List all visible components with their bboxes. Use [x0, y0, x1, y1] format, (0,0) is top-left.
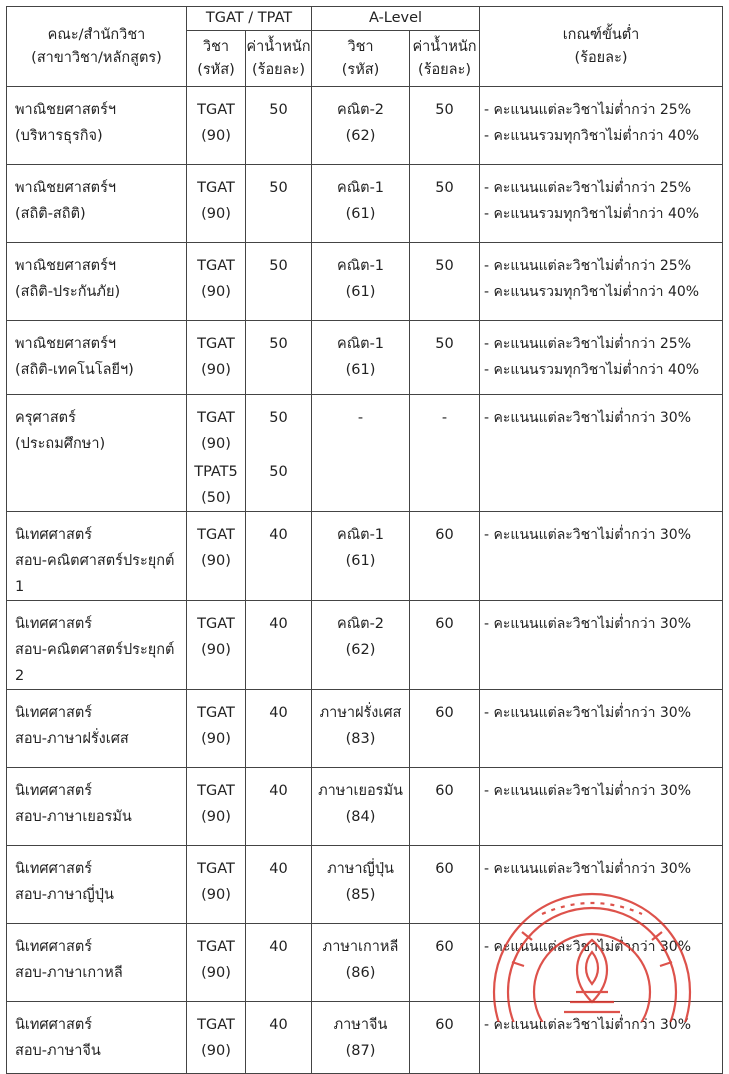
criteria-cell [480, 87, 723, 165]
criteria-cell-text: - คะแนนแต่ละวิชาไม่ต่ำกว่า 25% [484, 180, 692, 196]
tgat-weight-cell [246, 395, 312, 512]
alevel-weight-cell-text: 60 [435, 1017, 454, 1033]
tgat-subject-cell-text: (90) [201, 284, 231, 300]
criteria-cell [480, 395, 723, 512]
alevel-subject-cell-text: (61) [345, 284, 376, 300]
criteria-cell-text: - คะแนนแต่ละวิชาไม่ต่ำกว่า 30% [484, 783, 692, 799]
faculty-cell [7, 243, 187, 321]
alevel-subject-cell [312, 512, 410, 601]
tgat-weight-cell [246, 924, 312, 1002]
alevel-subject-cell [312, 768, 410, 846]
criteria-cell-text: - คะแนนแต่ละวิชาไม่ต่ำกว่า 30% [484, 410, 692, 426]
tgat-weight-header: ค่าน้ำหนัก (ร้อยละ) [246, 31, 312, 87]
alevel-weight-cell [410, 243, 480, 321]
criteria-cell-text: - คะแนนแต่ละวิชาไม่ต่ำกว่า 30% [484, 705, 692, 721]
alevel-subject-cell-text: ภาษาเกาหลี [322, 939, 399, 955]
tgat-subject-cell [187, 243, 246, 321]
alevel-header: A-Level [312, 7, 480, 31]
tgat-subject-cell-text: (90) [201, 1043, 231, 1059]
tgat-subject-cell [187, 87, 246, 165]
tgat-weight-cell-text: 40 [269, 705, 288, 721]
alevel-subject-cell [312, 690, 410, 768]
alevel-subject-cell-text: คณิต-1 [337, 180, 385, 196]
criteria-cell-text: - คะแนนแต่ละวิชาไม่ต่ำกว่า 30% [484, 939, 692, 955]
tgat-subject-cell-text: TGAT [197, 336, 235, 352]
tgat-subject-cell-text: TGAT [197, 258, 235, 274]
alevel-weight-cell-text: 60 [435, 861, 454, 877]
alevel-weight-cell [410, 768, 480, 846]
faculty-header: คณะ/สำนักวิชา (สาขาวิชา/หลักสูตร) [7, 7, 187, 87]
criteria-cell-text: - คะแนนแต่ละวิชาไม่ต่ำกว่า 30% [484, 1017, 692, 1033]
tgat-subject-cell-text: TGAT [197, 705, 235, 721]
criteria-cell [480, 690, 723, 768]
criteria-cell [480, 924, 723, 1002]
tgat-weight-cell [246, 321, 312, 395]
tgat-weight-cell-text: 40 [269, 616, 288, 632]
faculty-cell-text: สอบ-ภาษาญี่ปุ่น [15, 887, 114, 903]
tgat-subject-cell-text: (90) [201, 809, 231, 825]
faculty-cell [7, 690, 187, 768]
alevel-weight-cell [410, 924, 480, 1002]
faculty-cell-text: พาณิชยศาสตร์ฯ [15, 102, 117, 118]
faculty-cell-text: นิเทศศาสตร์ [15, 705, 93, 721]
tgat-weight-cell [246, 1002, 312, 1074]
alevel-weight-cell [410, 846, 480, 924]
alevel-subject-cell [312, 395, 410, 512]
table-row [7, 768, 723, 846]
alevel-weight-cell [410, 601, 480, 690]
criteria-cell [480, 243, 723, 321]
alevel-weight-cell-text: 60 [435, 705, 454, 721]
criteria-cell-text: - คะแนนรวมทุกวิชาไม่ต่ำกว่า 40% [484, 362, 700, 378]
criteria-cell [480, 846, 723, 924]
tgat-subject-cell-text: (90) [201, 128, 231, 144]
table-row [7, 395, 723, 512]
alevel-subject-cell-text: (62) [345, 642, 376, 658]
tgat-subject-cell [187, 924, 246, 1002]
alevel-subject-cell [312, 243, 410, 321]
tgat-weight-cell [246, 165, 312, 243]
alevel-subject-cell-text: (87) [345, 1043, 376, 1059]
tgat-subject-cell-text: TGAT [197, 1017, 235, 1033]
faculty-cell-text: พาณิชยศาสตร์ฯ [15, 258, 117, 274]
faculty-cell [7, 512, 187, 601]
tgat-weight-cell [246, 846, 312, 924]
faculty-cell [7, 87, 187, 165]
tgat-subject-cell-text: TGAT [197, 939, 235, 955]
faculty-cell-text: (สถิติ-เทคโนโลยีฯ) [15, 362, 134, 378]
faculty-cell-text: (สถิติ-สถิติ) [15, 206, 86, 222]
alevel-weight-cell-text: 50 [435, 102, 454, 118]
tgat-subject-cell-text: TGAT [197, 180, 235, 196]
alevel-subject-cell-text: (84) [345, 809, 376, 825]
tgat-weight-cell-text: 50 [269, 102, 288, 118]
criteria-cell-text: - คะแนนรวมทุกวิชาไม่ต่ำกว่า 40% [484, 284, 700, 300]
tgat-weight-cell [246, 690, 312, 768]
tgat-subject-cell [187, 768, 246, 846]
faculty-cell-text: (บริหารธุรกิจ) [15, 128, 103, 144]
alevel-subject-header: วิชา (รหัส) [312, 31, 410, 87]
alevel-weight-header: ค่าน้ำหนัก (ร้อยละ) [410, 31, 480, 87]
faculty-cell [7, 924, 187, 1002]
tgat-weight-cell-text: 50 [269, 336, 288, 352]
alevel-weight-cell-text: 60 [435, 527, 454, 543]
tgat-subject-cell-text: TGAT [197, 527, 235, 543]
faculty-cell [7, 165, 187, 243]
faculty-cell-text: นิเทศศาสตร์ [15, 939, 93, 955]
tgat-weight-cell-text: 40 [269, 861, 288, 877]
criteria-cell-text: - คะแนนแต่ละวิชาไม่ต่ำกว่า 30% [484, 616, 692, 632]
faculty-cell-text: (สถิติ-ประกันภัย) [15, 284, 121, 300]
faculty-cell-text: พาณิชยศาสตร์ฯ [15, 180, 117, 196]
tgat-subject-cell-text: (90) [201, 731, 231, 747]
table-row [7, 512, 723, 601]
alevel-weight-cell-text: 60 [435, 616, 454, 632]
faculty-cell [7, 846, 187, 924]
tgat-weight-cell-text: 50 [269, 464, 288, 480]
tgat-subject-cell [187, 512, 246, 601]
tgat-weight-cell-text: 50 [269, 258, 288, 274]
alevel-weight-cell-text: 60 [435, 783, 454, 799]
alevel-weight-cell [410, 690, 480, 768]
alevel-subject-cell [312, 924, 410, 1002]
tgat-subject-cell-text: TGAT [197, 861, 235, 877]
tgat-weight-cell-text: 50 [269, 410, 288, 426]
alevel-subject-cell-text: คณิต-1 [337, 527, 385, 543]
faculty-cell-text: นิเทศศาสตร์ [15, 527, 93, 543]
tgat-subject-cell-text: TPAT5 [194, 464, 238, 480]
faculty-cell-text: สอบ-คณิตศาสตร์ประยุกต์ 1 [15, 553, 175, 595]
tgat-subject-cell-text: (90) [201, 436, 231, 452]
alevel-weight-cell-text: 50 [435, 336, 454, 352]
alevel-weight-cell [410, 87, 480, 165]
tgat-subject-cell-text: (90) [201, 642, 231, 658]
tgat-weight-cell [246, 768, 312, 846]
criteria-header: เกณฑ์ขั้นต่ำ (ร้อยละ) [480, 7, 723, 87]
table-row [7, 924, 723, 1002]
tgat-weight-cell-text: 40 [269, 783, 288, 799]
tgat-subject-cell [187, 601, 246, 690]
tgat-weight-cell-text: 50 [269, 180, 288, 196]
criteria-cell [480, 1002, 723, 1074]
criteria-cell [480, 601, 723, 690]
faculty-cell [7, 321, 187, 395]
alevel-weight-cell [410, 1002, 480, 1074]
criteria-cell-text: - คะแนนแต่ละวิชาไม่ต่ำกว่า 30% [484, 527, 692, 543]
alevel-subject-cell-text: (85) [345, 887, 376, 903]
alevel-subject-cell-text: - [357, 410, 364, 426]
tgat-subject-cell [187, 395, 246, 512]
faculty-cell-text: สอบ-คณิตศาสตร์ประยุกต์ 2 [15, 642, 175, 684]
faculty-cell-text: ครุศาสตร์ [15, 410, 76, 426]
tgat-weight-cell [246, 243, 312, 321]
table-row [7, 87, 723, 165]
alevel-subject-cell [312, 846, 410, 924]
alevel-weight-cell [410, 512, 480, 601]
tgat-weight-cell [246, 512, 312, 601]
alevel-weight-cell-text: 50 [435, 180, 454, 196]
alevel-subject-cell-text: (61) [345, 553, 376, 569]
alevel-subject-cell [312, 601, 410, 690]
alevel-weight-cell [410, 321, 480, 395]
table-row [7, 243, 723, 321]
faculty-cell [7, 1002, 187, 1074]
faculty-cell-text: นิเทศศาสตร์ [15, 783, 93, 799]
tgat-subject-cell-text: TGAT [197, 102, 235, 118]
alevel-weight-cell-text: 50 [435, 258, 454, 274]
faculty-cell-text: นิเทศศาสตร์ [15, 616, 93, 632]
tgat-subject-header: วิชา (รหัส) [187, 31, 246, 87]
alevel-subject-cell-text: (62) [345, 128, 376, 144]
criteria-cell-text: - คะแนนรวมทุกวิชาไม่ต่ำกว่า 40% [484, 206, 700, 222]
tgat-subject-cell-text: (90) [201, 206, 231, 222]
faculty-cell-text: นิเทศศาสตร์ [15, 861, 93, 877]
alevel-subject-cell-text: ภาษาจีน [333, 1017, 388, 1033]
alevel-subject-cell-text: คณิต-1 [337, 258, 385, 274]
tgat-weight-cell-text: 40 [269, 939, 288, 955]
alevel-subject-cell-text: (83) [345, 731, 376, 747]
table-row [7, 601, 723, 690]
tgat-weight-cell-text: 40 [269, 527, 288, 543]
faculty-cell-text: สอบ-ภาษาเยอรมัน [15, 809, 132, 825]
alevel-subject-cell-text: ภาษาฝรั่งเศส [319, 705, 402, 721]
faculty-cell [7, 768, 187, 846]
criteria-cell-text: - คะแนนแต่ละวิชาไม่ต่ำกว่า 25% [484, 336, 692, 352]
table-row [7, 690, 723, 768]
criteria-cell [480, 165, 723, 243]
alevel-subject-cell-text: (61) [345, 362, 376, 378]
faculty-cell-text: (ประถมศึกษา) [15, 436, 106, 452]
faculty-cell-text: พาณิชยศาสตร์ฯ [15, 336, 117, 352]
alevel-subject-cell [312, 87, 410, 165]
tgat-subject-cell-text: (90) [201, 887, 231, 903]
faculty-cell-text: สอบ-ภาษาจีน [15, 1043, 101, 1059]
criteria-cell-text: - คะแนนรวมทุกวิชาไม่ต่ำกว่า 40% [484, 128, 700, 144]
alevel-subject-cell [312, 1002, 410, 1074]
tgat-subject-cell-text: TGAT [197, 783, 235, 799]
criteria-cell-text: - คะแนนแต่ละวิชาไม่ต่ำกว่า 25% [484, 102, 692, 118]
tgat-weight-cell [246, 601, 312, 690]
alevel-subject-cell-text: คณิต-2 [337, 102, 385, 118]
alevel-weight-cell [410, 395, 480, 512]
faculty-cell [7, 601, 187, 690]
criteria-cell [480, 768, 723, 846]
tgat-subject-cell-text: (50) [201, 490, 231, 506]
alevel-subject-cell-text: ภาษาเยอรมัน [318, 783, 403, 799]
alevel-subject-cell-text: (61) [345, 206, 376, 222]
tgat-subject-cell-text: (90) [201, 362, 231, 378]
faculty-cell-text: สอบ-ภาษาเกาหลี [15, 965, 123, 981]
criteria-cell [480, 512, 723, 601]
alevel-weight-cell [410, 165, 480, 243]
criteria-cell-text: - คะแนนแต่ละวิชาไม่ต่ำกว่า 30% [484, 861, 692, 877]
tgat-subject-cell-text: (90) [201, 965, 231, 981]
table-row [7, 846, 723, 924]
table-row [7, 321, 723, 395]
tgat-subject-cell-text: (90) [201, 553, 231, 569]
alevel-subject-cell [312, 321, 410, 395]
tgat-weight-cell [246, 87, 312, 165]
table-row [7, 165, 723, 243]
tgat-subject-cell-text: TGAT [197, 410, 235, 426]
alevel-subject-cell-text: คณิต-2 [337, 616, 385, 632]
alevel-subject-cell-text: คณิต-1 [337, 336, 385, 352]
criteria-cell [480, 321, 723, 395]
table-row [7, 1002, 723, 1074]
tgat-subject-cell [187, 846, 246, 924]
faculty-cell [7, 395, 187, 512]
tgat-subject-cell [187, 1002, 246, 1074]
alevel-subject-cell [312, 165, 410, 243]
tgat-tpat-header: TGAT / TPAT [187, 7, 312, 31]
tgat-subject-cell-text: TGAT [197, 616, 235, 632]
criteria-cell-text: - คะแนนแต่ละวิชาไม่ต่ำกว่า 25% [484, 258, 692, 274]
faculty-cell-text: สอบ-ภาษาฝรั่งเศส [15, 731, 129, 747]
tgat-weight-cell-text: 40 [269, 1017, 288, 1033]
tgat-subject-cell [187, 165, 246, 243]
alevel-subject-cell-text: ภาษาญี่ปุ่น [327, 861, 394, 877]
tgat-subject-cell [187, 321, 246, 395]
tgat-subject-cell [187, 690, 246, 768]
alevel-weight-cell-text: 60 [435, 939, 454, 955]
admission-criteria-table [6, 6, 723, 1074]
alevel-subject-cell-text: (86) [345, 965, 376, 981]
alevel-weight-cell-text: - [441, 410, 448, 426]
faculty-cell-text: นิเทศศาสตร์ [15, 1017, 93, 1033]
